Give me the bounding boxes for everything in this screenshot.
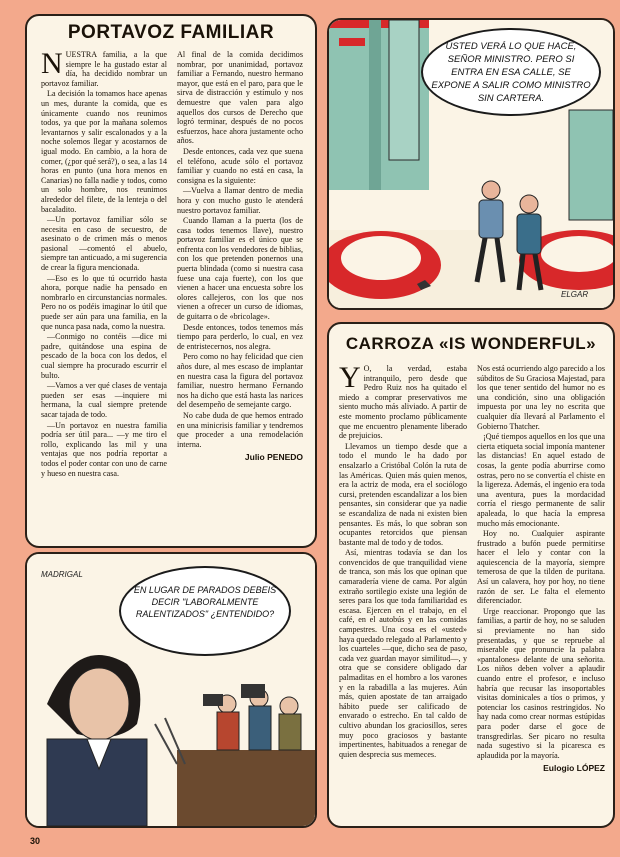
cartoon-ministro bbox=[327, 18, 615, 310]
paragraph: —Un portavoz familiar sólo se necesita en caso de secuestro, de asesinato o de crimen más o menos pasional —comentó el abuelo, siempre tan anticuado, a mi sugerencia de crear la figura mencionada. bbox=[41, 215, 167, 273]
paragraph: Llevamos un tiempo desde que a todo el mundo le ha dado por ensalzarlo a Cristóbal Colón la ruta de las Américas. Quien más quien menos, era la actriz de moda, era el sociólogo cursi, pretenden escandalizar a los bien pensantes, sin considerar que ya nadie se escandaliza de nada ni existen bien pensantes. Es más, lo que sobran son ocupantes retorcidos que piensan bastante mal de todo y de todos. bbox=[339, 441, 467, 547]
paragraph: —Vuelva a llamar dentro de media hora y con mucho gusto le atenderá nuestro portavoz familiar. bbox=[177, 186, 303, 215]
paragraph: La decisión la tomamos hace apenas un mes, durante la comida, que es únicamente cuando nos reunimos todos, ya que por la mañana solemos levantarnos y salir escalonados y a la noche solemos llegar y acostarnos de igual modo. En cambio, a la hora de comer, (¿por qué será?), o sea, a las 14 horas en punto (una hora menos en Canarias) no falla nadie y todos, como un solo hombre, nos reunimos alrededor del filete, de la lenteja o del bacaladito. bbox=[41, 89, 167, 214]
paragraph: Desde entonces, cada vez que suena el teléfono, acude sólo el portavoz familiar y cuando no está en casa, la consigna es la siguiente: bbox=[177, 146, 303, 185]
artist-signature: MADRIGAL bbox=[41, 570, 83, 579]
paragraph: —Un portavoz en nuestra familia podría ser útil para... —y me tiro el rollo, explicando las mil y una ventajas que nos podría reportar a todos el poder contar con uno de carne y hueso en nuestra casa. bbox=[41, 420, 167, 478]
article-carroza bbox=[327, 322, 615, 828]
press-desk bbox=[177, 750, 315, 826]
page-number: 30 bbox=[30, 836, 41, 846]
paragraph: Urge reaccionar. Propongo que las familias, a partir de hoy, no se saluden si previamente no han sido presentadas, y que se repruebe al miserable que pronuncie la palabra «pantalones» delante de una señorita. Los niños deben volver a aplaudir cuando entre el profesor, e incluso habría que recusar las insoportables visitas dominicales a tíos o primos, y potenciar los casinos restringidos. No hay nada como crear normas estúpidas para poder darse el goce de transgredirlas. Ser picaro no resulta nada sugestivo si la picaresca es aplaudida por la mayoría. bbox=[477, 606, 605, 760]
article-column-2 bbox=[477, 364, 605, 820]
drop-cap: N bbox=[41, 50, 63, 80]
paragraph: —Conmigo no contéis —dice mi padre, quitándose una espina de pescado de la boca con los dedos, el cual siempre ha procurado escurrir el bulto. bbox=[41, 332, 167, 380]
paragraph: Pero como no hay felicidad que cien años dure, al mes escaso de implantar en nuestra casa la figura del portavoz familiar, nuestro hermano Fernando nos ha dicho que está hasta las narices del desempeño de semejante cargo. bbox=[177, 352, 303, 410]
artist-signature: ELGAR bbox=[561, 290, 589, 299]
author-byline: Julio PENEDO bbox=[244, 452, 303, 463]
article-column-1 bbox=[41, 50, 167, 542]
paragraph: —Vamos a ver qué clases de ventaja pueden ser esas —inquiere mi hermana, la cual siempre pretende sacar tajada de todo. bbox=[41, 381, 167, 419]
paragraph: O, la verdad, estaba intranquilo, pero desde que Pedro Ruiz nos ha quitado el miedo a comprar preservativos me siento mucho más aliviado. A partir de este momento proclamo públicamente que me encuentro plenamente liberado de prejuicios. bbox=[339, 364, 467, 441]
paragraph: Desde entonces, todos tenemos más tiempo para perderlo, lo cual, en vez de entristecernos, nos alegra. bbox=[177, 322, 303, 351]
paragraph: Nos está ocurriendo algo parecido a los súbditos de Su Graciosa Majestad, para los que tener sentido del humor no es una condición, sino una obligación impuesta por una ley no escrita que cualquier día llevará al Parlamento el Gobierno Thatcher. bbox=[477, 364, 605, 431]
paragraph: —Eso es lo que tú ocurrido hasta ahora, porque nadie ha pensado en nombrarlo en circunstancias normales. Pero no os podéis imaginar lo útil que puede ser aún para una familia, en la que nunca pasa nada, como la nuestra. bbox=[41, 273, 167, 331]
author-byline: Eulogio LÓPEZ bbox=[543, 763, 605, 774]
speech-bubble: EN LUGAR DE PARADOS DEBEIS DECIR "LABORALMENTE RALENTIZADOS" ¿ENTENDIDO? bbox=[119, 566, 291, 656]
paragraph: Hoy no. Cualquier aspirante frustrado a bufón puede permitirse hacer el lelo y contar con la aquiescencia de la mayoría, siempre temerosa de que la tilden de puritana. Así un calavera, hoy por hoy, no tiene razón de ser. Le falta el elemento diferenciador. bbox=[477, 529, 605, 606]
article-column-1 bbox=[339, 364, 467, 820]
speaker-figure bbox=[47, 655, 147, 826]
speech-bubble: USTED VERÁ LO QUE HACE, SEÑOR MINISTRO. PERO SI ENTRA EN ESA CALLE, SE EXPONE A SALIR COMO MINISTRO SIN CARTERA. bbox=[421, 28, 601, 116]
paragraph: UESTRA familia, a la que siempre le ha gustado estar al día, ha decidido nombrar un portavoz familiar. bbox=[41, 50, 167, 88]
paragraph: ¡Qué tiempos aquellos en los que una cierta etiqueta social imponía mantener las distancias! En aquel estado de cosas, la gente podía aburrirse como ostras, pero no se convertía el chiste en la ligereza. Además, el ingenio era toda una aventura, pues la mordacidad corría el riesgo permanente de salir apaleada, lo que hacía la empresa mucho más emocionante. bbox=[477, 432, 605, 528]
drop-cap: Y bbox=[339, 364, 361, 394]
article-title: CARROZA «IS WONDERFUL» bbox=[345, 334, 597, 353]
article-portavoz-familiar bbox=[25, 14, 317, 548]
paragraph: No cabe duda de que hemos entrado en una minicrisis familiar y tendremos que proceder a una remodelación interna. bbox=[177, 410, 303, 449]
paragraph: Cuando llaman a la puerta (los de casa todos tenemos llave), nuestro portavoz familiar es el único que se enfrenta con los vendedores de biblias, con los que pretenden ponernos una puerta blindada (como si nuestra casa fuese una caja fuerte), con los que vienen a hacer una encuesta sobre los olores callejeros, con los que nos vienen a ofrecer un curso de idiomas, de guitarra o de «bricolage». bbox=[177, 216, 303, 322]
article-column-2 bbox=[177, 50, 303, 542]
paragraph: Así, mientras todavía se dan los convencidos de que tranquilidad viene de tranca, son más los que opinan que camaradería viene de cama. Por algún extraño sortilegio existe una legión de seres para los que toda familiaridad es escasa. Ejercen en el trabajo, en el café, en el autobús y en las comidas campestres. Una cosa es el «usted» haya quedado relegado al Parlamento y los cuarteles —que, dicho sea de paso, cada vez guardan mayor similitud—, y otra que se considere obligado dar palmaditas en el hombro a los varones y en la rabadilla a las mujeres. Aún más, quien apostate de tan arraigado hábito puede ser calificado de envarado o estrecho. En tal caldo de cultivo abundan los graciosillos, seres muy poco graciosos y bastante impertinentes, habituados a renegar de quien desprecia sus memeces. bbox=[339, 548, 467, 759]
cartoon-parados bbox=[25, 552, 317, 828]
article-title: PORTAVOZ FAMILIAR bbox=[67, 22, 275, 43]
paragraph: Al final de la comida decidimos nombrar, por unanimidad, portavoz familiar a Fernando, nuestro hermano mayor, que está en el paro, para que le sirva de distracción y estímulo y nos demuestre que valen para algo aquellos dos cursos de Derecho que logró terminar, después de no pocos esfuerzos, hace ahora justamente ocho años. bbox=[177, 50, 303, 146]
